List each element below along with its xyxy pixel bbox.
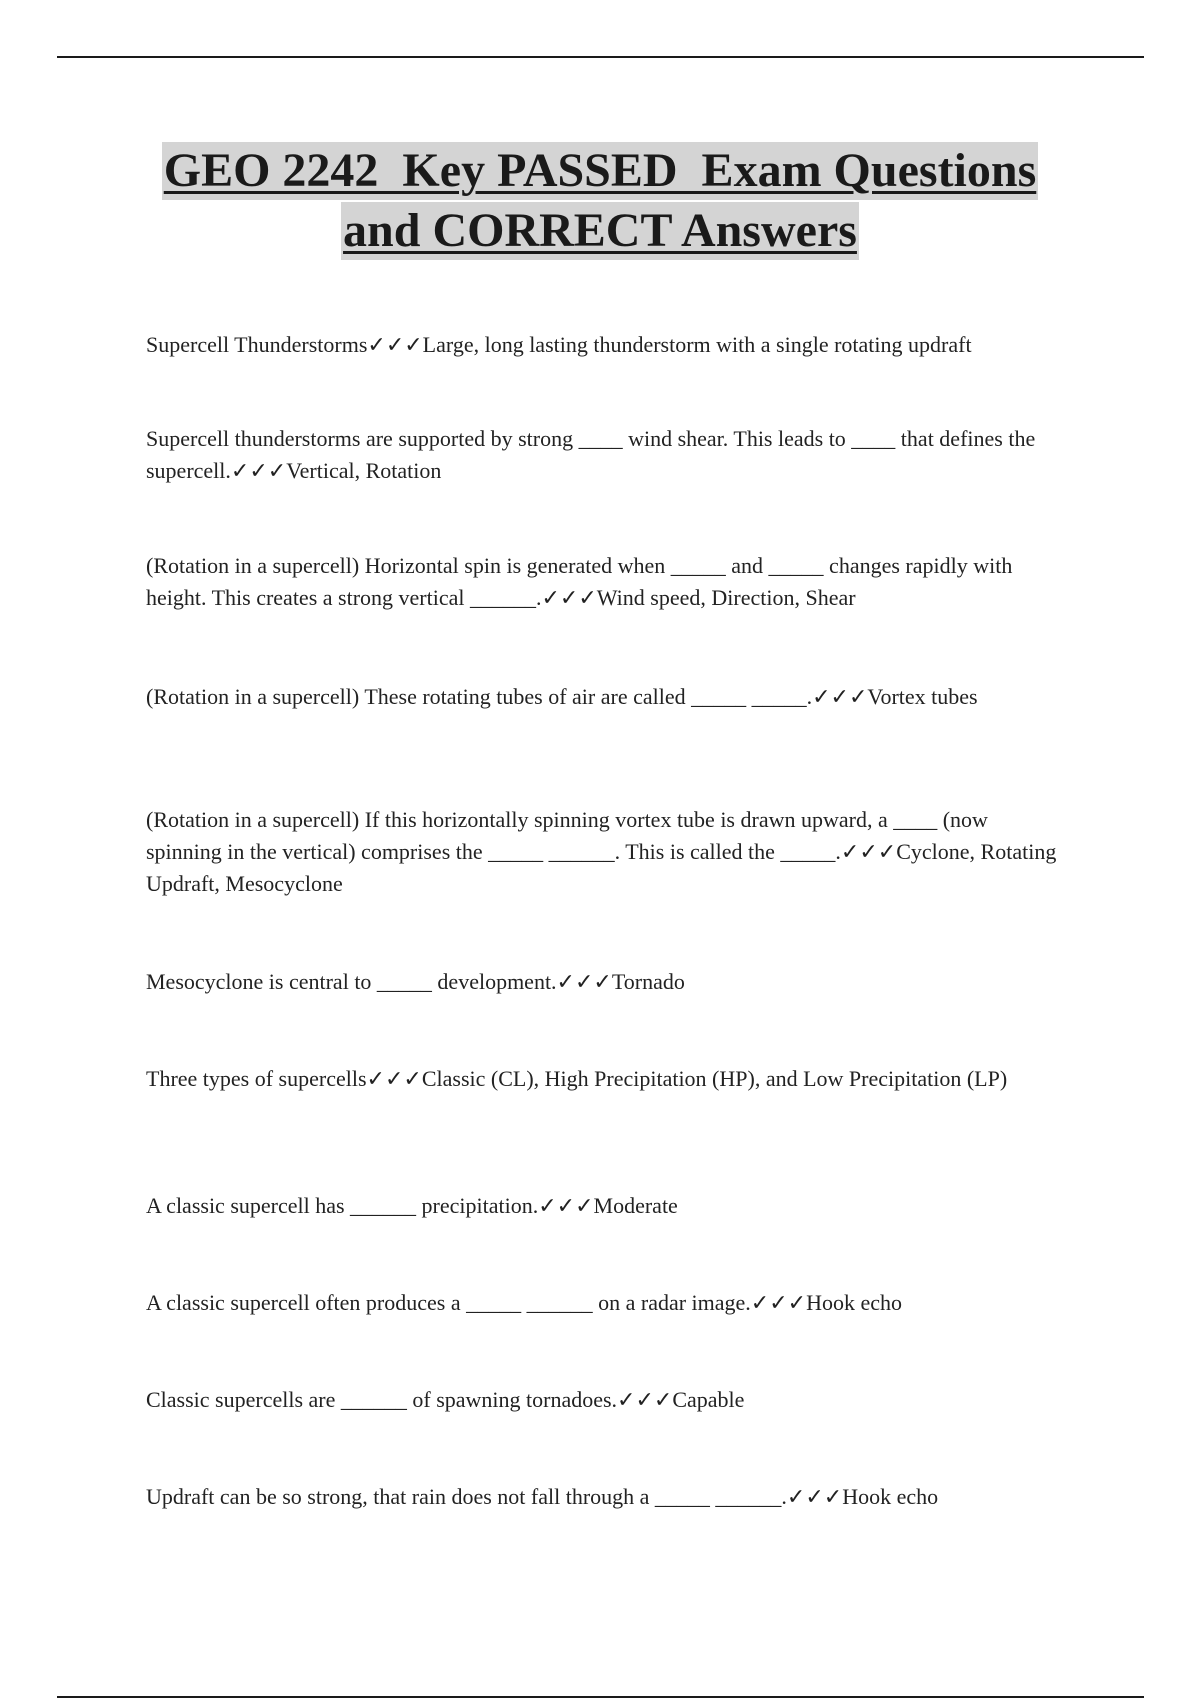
header-rule	[57, 56, 1144, 58]
qa-item-4: (Rotation in a supercell) These rotating tubes of air are called _____ _____.✓✓✓Vortex tubes	[146, 684, 978, 709]
title-line-1: GEO 2242 Key PASSED Exam Questions	[162, 142, 1039, 200]
qa-item-3: (Rotation in a supercell) Horizontal spin is generated when _____ and _____ changes rapidly with height. This creates a strong vertical ______.✓✓✓Wind speed, Direction, Shear	[146, 553, 1013, 610]
qa-item-7: Three types of supercells✓✓✓Classic (CL), High Precipitation (HP), and Low Precipitation (LP)	[146, 1066, 1008, 1091]
qa-item-5: (Rotation in a supercell) If this horizontally spinning vortex tube is drawn upward, a ____ (now spinning in the vertical) comprises the _____ ______. This is called the _____.✓✓✓Cyclone, Rotating Updraft, Mesocyclone	[146, 807, 1057, 896]
qa-item-10: Classic supercells are ______ of spawning tornadoes.✓✓✓Capable	[146, 1387, 745, 1412]
footer-rule	[57, 1696, 1144, 1698]
qa-item-11: Updraft can be so strong, that rain does not fall through a _____ ______.✓✓✓Hook echo	[146, 1484, 939, 1509]
document-title	[0, 142, 1200, 262]
qa-item-1: Supercell Thunderstorms✓✓✓Large, long lasting thunderstorm with a single rotating updraft	[146, 332, 972, 357]
qa-item-8: A classic supercell has ______ precipitation.✓✓✓Moderate	[146, 1193, 678, 1218]
qa-item-9: A classic supercell often produces a _____ ______ on a radar image.✓✓✓Hook echo	[146, 1290, 903, 1315]
qa-item-2: Supercell thunderstorms are supported by strong ____ wind shear. This leads to ____ that defines the supercell.✓✓✓Vertical, Rotation	[146, 426, 1036, 483]
qa-item-6: Mesocyclone is central to _____ development.✓✓✓Tornado	[146, 969, 685, 994]
title-line-2: and CORRECT Answers	[341, 202, 859, 260]
